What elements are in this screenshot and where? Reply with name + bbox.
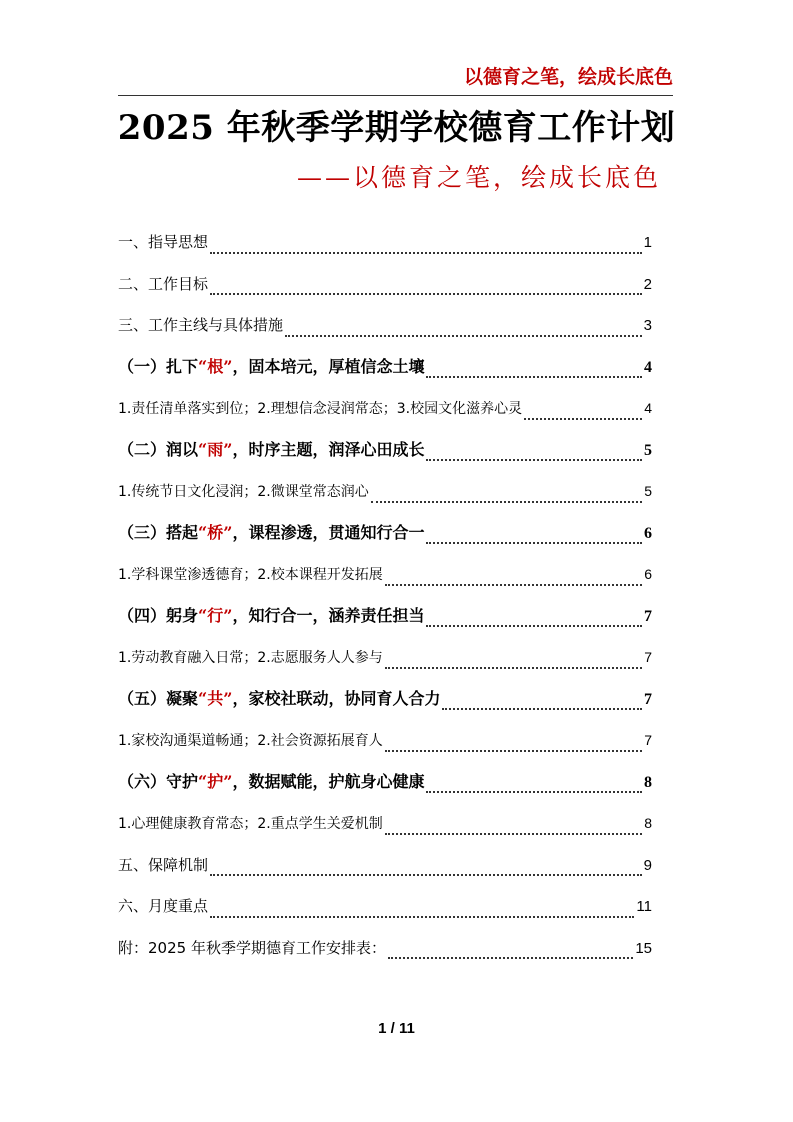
toc-page-number: 7 — [644, 649, 652, 665]
toc-dot-leader — [385, 584, 642, 586]
toc-entry[interactable] — [118, 683, 652, 725]
toc-entry-title: 1.家校沟通渠道畅通；2.社会资源拓展育人 — [118, 733, 383, 749]
toc-entry-keyword: “桥” — [198, 522, 233, 542]
toc-page-number: 5 — [644, 441, 652, 459]
toc-entry-title-suffix: ，时序主题，润泽心田成长 — [232, 439, 425, 459]
toc-entry-title-suffix: ，家校社联动，协同育人合力 — [232, 688, 441, 708]
toc-entry-title — [118, 351, 424, 383]
toc-entry[interactable] — [118, 641, 652, 683]
toc-entry-title: 1.责任清单落实到位；2.理想信念浸润常态；3.校园文化滋养心灵 — [118, 401, 523, 417]
toc-entry-title — [118, 517, 424, 549]
toc-entry-keyword: “根” — [198, 356, 233, 376]
toc-entry-title-suffix: ，数据赋能，护航身心健康 — [232, 771, 425, 791]
toc-entry-title: 附：2025 年秋季学期德育工作安排表： — [118, 938, 386, 957]
toc-page-number: 8 — [644, 815, 652, 831]
toc-entry-title-suffix: ，知行合一，涵养责任担当 — [232, 605, 425, 625]
toc-dot-leader — [426, 459, 642, 461]
toc-page-number: 7 — [644, 607, 652, 625]
toc-dot-leader — [426, 625, 642, 627]
toc-page-number: 6 — [644, 524, 652, 542]
toc-page-number: 3 — [643, 317, 652, 334]
toc-entry-keyword: “行” — [198, 605, 233, 625]
toc-entry-title: 1.传统节日文化浸润；2.微课堂常态润心 — [118, 484, 369, 500]
toc-page-number: 5 — [644, 483, 652, 499]
toc-entry[interactable] — [118, 226, 652, 268]
toc-dot-leader — [426, 542, 642, 544]
toc-entry-title-prefix: （二）润以 — [118, 439, 199, 459]
toc-entry[interactable] — [118, 475, 652, 517]
toc-entry[interactable] — [118, 268, 652, 310]
toc-dot-leader — [210, 916, 634, 918]
toc-entry-title: 1.学科课堂渗透德育；2.校本课程开发拓展 — [118, 567, 383, 583]
toc-entry[interactable] — [118, 849, 652, 891]
toc-dot-leader — [210, 293, 642, 295]
toc-dot-leader — [371, 501, 642, 503]
toc-entry[interactable] — [118, 932, 652, 974]
toc-entry[interactable] — [118, 351, 652, 393]
toc-dot-leader — [210, 874, 642, 876]
toc-entry-title: 六、月度重点 — [118, 897, 209, 915]
toc-page-number: 4 — [644, 400, 652, 416]
page-number: 1 / 11 — [378, 1020, 415, 1037]
toc-entry-title: 1.劳动教育融入日常；2.志愿服务人人参与 — [118, 650, 383, 666]
toc-page-number: 4 — [644, 358, 652, 376]
document-title: 2025 年秋季学期学校德育工作计划 — [117, 108, 676, 148]
toc-entry-keyword: “雨” — [198, 439, 233, 459]
document-subtitle: ——以德育之笔，绘成长底色 — [296, 163, 661, 192]
toc-entry-title — [118, 600, 424, 632]
toc-page-number: 15 — [635, 939, 652, 957]
toc-entry[interactable] — [118, 724, 652, 766]
toc-entry[interactable] — [118, 309, 652, 351]
toc-dot-leader — [210, 252, 642, 254]
toc-dot-leader — [524, 418, 642, 420]
toc-entry-title-prefix: （六）守护 — [118, 771, 199, 791]
toc-entry-title-prefix: （三）搭起 — [118, 522, 199, 542]
toc-entry[interactable] — [118, 517, 652, 559]
toc-entry-title: 三、工作主线与具体措施 — [118, 316, 284, 334]
toc-entry-title-suffix: ，课程渗透，贯通知行合一 — [232, 522, 425, 542]
toc-page-number: 2 — [643, 275, 652, 293]
toc-dot-leader — [285, 335, 642, 337]
toc-entry-title-prefix: （五）凝聚 — [118, 688, 199, 708]
toc-dot-leader — [385, 667, 642, 669]
toc-page-number: 6 — [644, 566, 652, 582]
toc-entry[interactable] — [118, 807, 652, 849]
header-slogan: 以德育之笔，绘成长底色 — [463, 66, 673, 88]
toc-entry[interactable] — [118, 392, 652, 434]
toc-entry-keyword: “护” — [198, 771, 233, 791]
header-divider — [118, 95, 673, 96]
toc-dot-leader — [426, 376, 642, 378]
toc-page-number: 1 — [643, 234, 652, 251]
toc-entry-title — [118, 683, 440, 715]
toc-dot-leader — [385, 833, 642, 835]
toc-entry[interactable] — [118, 890, 652, 932]
toc-entry-title: 二、工作目标 — [118, 274, 209, 293]
toc-page-number: 7 — [644, 732, 652, 748]
toc-dot-leader — [388, 957, 633, 959]
toc-page-number: 9 — [643, 856, 652, 874]
toc-page-number: 8 — [644, 773, 652, 791]
toc-page-number: 7 — [644, 690, 652, 708]
toc-entry-title-prefix: （四）躬身 — [118, 605, 199, 625]
toc-entry-keyword: “共” — [198, 688, 233, 708]
table-of-contents — [118, 226, 652, 973]
toc-dot-leader — [385, 750, 642, 752]
toc-entry-title — [118, 766, 424, 798]
toc-entry-title-prefix: （一）扎下 — [118, 356, 199, 376]
toc-entry-title: 一、指导思想 — [118, 233, 209, 251]
toc-entry-title-suffix: ，固本培元，厚植信念土壤 — [232, 356, 425, 376]
toc-dot-leader — [442, 708, 642, 710]
toc-entry-title: 1.心理健康教育常态；2.重点学生关爱机制 — [118, 816, 383, 832]
toc-entry-title — [118, 434, 424, 466]
toc-page-number: 11 — [636, 898, 652, 915]
toc-dot-leader — [426, 791, 642, 793]
toc-entry[interactable] — [118, 600, 652, 642]
toc-entry[interactable] — [118, 434, 652, 476]
toc-entry[interactable] — [118, 558, 652, 600]
toc-entry[interactable] — [118, 766, 652, 808]
toc-entry-title: 五、保障机制 — [118, 855, 209, 874]
